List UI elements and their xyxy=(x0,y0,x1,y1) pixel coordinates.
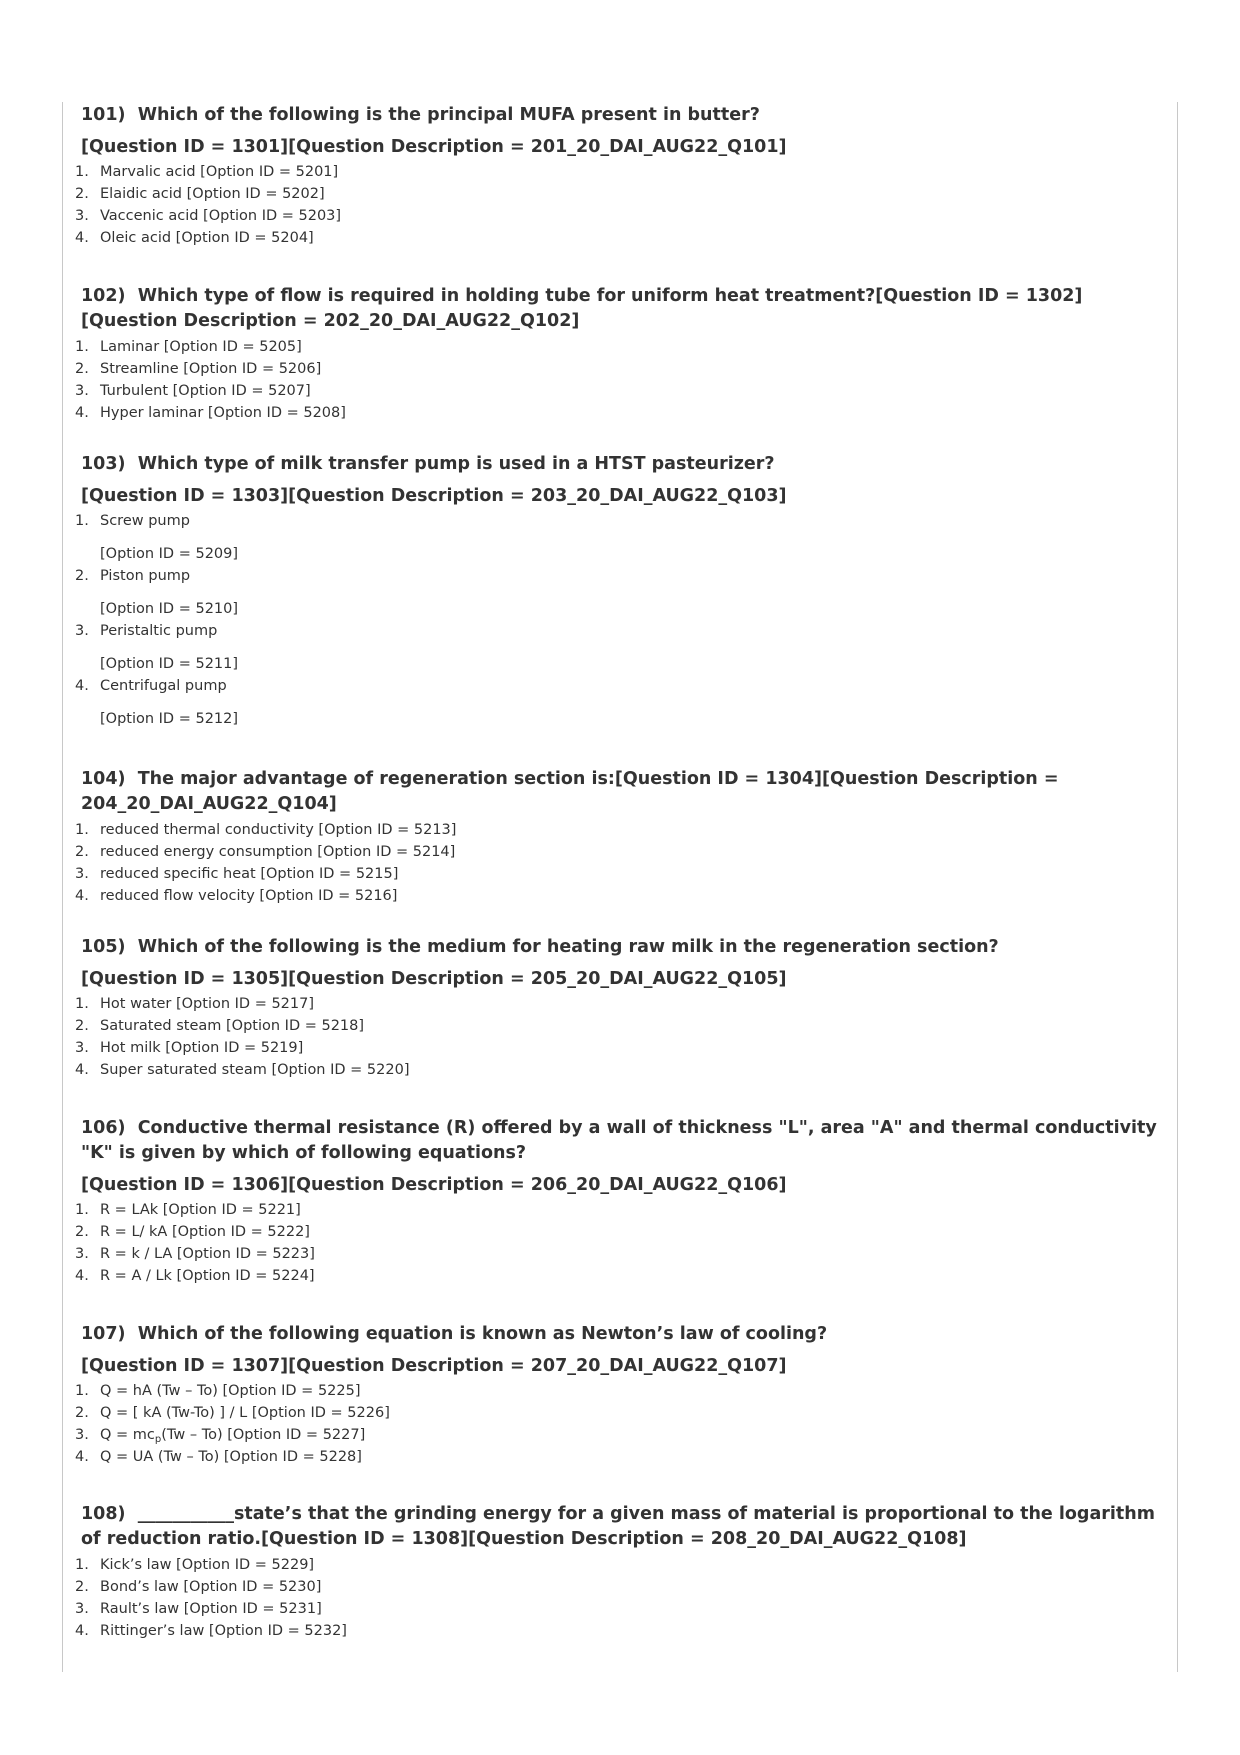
question-block xyxy=(75,767,1165,907)
option-id: [Option ID = 5211] xyxy=(100,656,239,672)
option-id: [Option ID = 5212] xyxy=(100,711,239,727)
option-item xyxy=(75,1221,1165,1243)
option-item xyxy=(75,1199,1165,1221)
option-number: 2. xyxy=(75,844,89,860)
option-number: 1. xyxy=(75,822,89,838)
question-number: 101) xyxy=(81,105,126,125)
option-text: Piston pump xyxy=(100,568,191,584)
option-item xyxy=(75,1446,1165,1468)
option-number: 4. xyxy=(75,1623,89,1639)
option-text: Screw pump xyxy=(100,513,190,529)
option-text: R = k / LA [Option ID = 5223] xyxy=(100,1246,315,1262)
question-text: Which type of milk transfer pump is used in a HTST pasteurizer? xyxy=(137,454,775,474)
option-number: 1. xyxy=(75,1557,89,1573)
option-item xyxy=(75,227,1165,249)
option-id: [Option ID = 5210] xyxy=(100,601,239,617)
question-number: 107) xyxy=(81,1324,126,1344)
option-list xyxy=(75,1199,1165,1287)
right-border-line xyxy=(1177,102,1178,1672)
option-text: reduced flow velocity [Option ID = 5216] xyxy=(100,888,398,904)
option-text-before-subscript: Q = mc xyxy=(100,1427,155,1443)
option-item xyxy=(75,336,1165,358)
option-item xyxy=(75,510,1165,565)
option-text: Q = UA (Tw – To) [Option ID = 5228] xyxy=(100,1449,362,1465)
option-text: Oleic acid [Option ID = 5204] xyxy=(100,230,314,246)
option-number: 1. xyxy=(75,164,89,180)
option-item xyxy=(75,1380,1165,1402)
option-number: 2. xyxy=(75,1579,89,1595)
option-number: 2. xyxy=(75,1018,89,1034)
option-text: Peristaltic pump xyxy=(100,623,218,639)
question-text: Which type of flow is required in holding tube for uniform heat treatment?[Question ID = 1302][Question Description = 202_20_DAI_AUG22_Q102] xyxy=(81,286,1083,331)
option-item xyxy=(75,205,1165,227)
option-number: 2. xyxy=(75,186,89,202)
option-number: 1. xyxy=(75,513,89,529)
option-number: 3. xyxy=(75,1601,89,1617)
option-list xyxy=(75,336,1165,424)
option-item xyxy=(75,1059,1165,1081)
option-text: Super saturated steam [Option ID = 5220] xyxy=(100,1062,410,1078)
question-number: 102) xyxy=(81,286,126,306)
question-block xyxy=(75,1116,1165,1287)
option-text: Centrifugal pump xyxy=(100,678,227,694)
option-number: 2. xyxy=(75,361,89,377)
question-heading xyxy=(81,103,1165,128)
question-text: Which of the following is the principal MUFA present in butter? xyxy=(137,105,760,125)
option-text: Hot milk [Option ID = 5219] xyxy=(100,1040,304,1056)
option-text: Q = hA (Tw – To) [Option ID = 5225] xyxy=(100,1383,361,1399)
option-item xyxy=(75,841,1165,863)
option-number: 4. xyxy=(75,1062,89,1078)
question-meta: [Question ID = 1303][Question Description = 203_20_DAI_AUG22_Q103] xyxy=(81,486,787,506)
option-text: Hot water [Option ID = 5217] xyxy=(100,996,315,1012)
option-item xyxy=(75,1424,1165,1446)
question-text: Conductive thermal resistance (R) offered by a wall of thickness "L", area "A" and thermal conductivity "K" is given by which of following equations? xyxy=(81,1118,1157,1163)
question-heading xyxy=(81,935,1165,960)
question-text: ___________state’s that the grinding energy for a given mass of material is proportional to the logarithm of reduction ratio.[Question ID = 1308][Question Description = 208_20_DAI_AUG22_Q108] xyxy=(81,1504,1155,1549)
option-item xyxy=(75,675,1165,730)
option-number: 3. xyxy=(75,1246,89,1262)
option-number: 3. xyxy=(75,208,89,224)
option-list xyxy=(75,993,1165,1081)
question-number: 104) xyxy=(81,769,126,789)
question-text: Which of the following equation is known as Newton’s law of cooling? xyxy=(137,1324,828,1344)
option-item xyxy=(75,358,1165,380)
question-meta: [Question ID = 1306][Question Description = 206_20_DAI_AUG22_Q106] xyxy=(81,1175,787,1195)
question-text: The major advantage of regeneration section is:[Question ID = 1304][Question Description = 204_20_DAI_AUG22_Q104] xyxy=(81,769,1059,814)
option-item xyxy=(75,183,1165,205)
option-item xyxy=(75,1265,1165,1287)
question-number: 106) xyxy=(81,1118,126,1138)
option-text: Saturated steam [Option ID = 5218] xyxy=(100,1018,365,1034)
question-block xyxy=(75,1502,1165,1642)
option-text: R = LAk [Option ID = 5221] xyxy=(100,1202,301,1218)
question-number: 108) xyxy=(81,1504,126,1524)
option-number: 1. xyxy=(75,339,89,355)
option-item xyxy=(75,1598,1165,1620)
question-block xyxy=(75,452,1165,730)
option-number: 1. xyxy=(75,996,89,1012)
option-text: Laminar [Option ID = 5205] xyxy=(100,339,302,355)
option-text: Streamline [Option ID = 5206] xyxy=(100,361,322,377)
option-item xyxy=(75,1620,1165,1642)
option-item xyxy=(75,620,1165,675)
option-number: 4. xyxy=(75,230,89,246)
question-heading xyxy=(81,1502,1165,1552)
question-number: 103) xyxy=(81,454,126,474)
option-text: R = A / Lk [Option ID = 5224] xyxy=(100,1268,315,1284)
option-number: 4. xyxy=(75,1449,89,1465)
option-text: Bond’s law [Option ID = 5230] xyxy=(100,1579,322,1595)
option-text: reduced thermal conductivity [Option ID = 5213] xyxy=(100,822,457,838)
option-text: Elaidic acid [Option ID = 5202] xyxy=(100,186,325,202)
option-id: [Option ID = 5209] xyxy=(100,546,239,562)
option-item xyxy=(75,1015,1165,1037)
option-item xyxy=(75,402,1165,424)
option-text-after-subscript: (Tw – To) [Option ID = 5227] xyxy=(161,1427,366,1443)
option-number: 2. xyxy=(75,568,89,584)
question-meta: [Question ID = 1307][Question Description = 207_20_DAI_AUG22_Q107] xyxy=(81,1356,787,1376)
option-text: Q = [ kA (Tw-To) ] / L [Option ID = 5226] xyxy=(100,1405,390,1421)
question-heading xyxy=(81,452,1165,477)
option-text: R = L/ kA [Option ID = 5222] xyxy=(100,1224,310,1240)
option-list xyxy=(75,819,1165,907)
question-number: 105) xyxy=(81,937,126,957)
question-block xyxy=(75,935,1165,1081)
option-item xyxy=(75,1402,1165,1424)
option-item xyxy=(75,863,1165,885)
option-number: 3. xyxy=(75,1040,89,1056)
question-meta: [Question ID = 1301][Question Description = 201_20_DAI_AUG22_Q101] xyxy=(81,137,787,157)
question-block xyxy=(75,103,1165,249)
option-item xyxy=(75,1576,1165,1598)
option-text: Turbulent [Option ID = 5207] xyxy=(100,383,311,399)
option-number: 2. xyxy=(75,1405,89,1421)
option-item xyxy=(75,993,1165,1015)
option-number: 4. xyxy=(75,678,89,694)
option-text: Kick’s law [Option ID = 5229] xyxy=(100,1557,315,1573)
option-number: 4. xyxy=(75,405,89,421)
option-text: reduced specific heat [Option ID = 5215] xyxy=(100,866,399,882)
option-number: 1. xyxy=(75,1383,89,1399)
option-item xyxy=(75,161,1165,183)
question-block xyxy=(75,1322,1165,1468)
option-text: Marvalic acid [Option ID = 5201] xyxy=(100,164,339,180)
question-heading xyxy=(81,1116,1165,1166)
option-list xyxy=(75,161,1165,249)
option-subscript: p xyxy=(154,1434,162,1445)
option-item xyxy=(75,819,1165,841)
option-list xyxy=(75,1380,1165,1468)
question-text: Which of the following is the medium for heating raw milk in the regeneration section? xyxy=(137,937,999,957)
option-number: 3. xyxy=(75,383,89,399)
option-item xyxy=(75,565,1165,620)
option-number: 3. xyxy=(75,623,89,639)
option-number: 2. xyxy=(75,1224,89,1240)
option-item xyxy=(75,1554,1165,1576)
option-number: 3. xyxy=(75,1427,89,1443)
question-heading xyxy=(81,1322,1165,1347)
question-block xyxy=(75,284,1165,424)
option-list xyxy=(75,1554,1165,1642)
option-item xyxy=(75,1243,1165,1265)
option-item xyxy=(75,885,1165,907)
option-item xyxy=(75,1037,1165,1059)
option-number: 3. xyxy=(75,866,89,882)
option-number: 1. xyxy=(75,1202,89,1218)
question-heading xyxy=(81,767,1165,817)
option-number: 4. xyxy=(75,1268,89,1284)
question-heading xyxy=(81,284,1165,334)
option-text: Hyper laminar [Option ID = 5208] xyxy=(100,405,346,421)
option-text: Rittinger’s law [Option ID = 5232] xyxy=(100,1623,347,1639)
option-text: Rault’s law [Option ID = 5231] xyxy=(100,1601,322,1617)
option-text: reduced energy consumption [Option ID = 5214] xyxy=(100,844,456,860)
option-item xyxy=(75,380,1165,402)
option-text: Vaccenic acid [Option ID = 5203] xyxy=(100,208,342,224)
option-list xyxy=(75,510,1165,730)
left-border-line xyxy=(62,102,63,1672)
question-meta: [Question ID = 1305][Question Description = 205_20_DAI_AUG22_Q105] xyxy=(81,969,787,989)
option-number: 4. xyxy=(75,888,89,904)
